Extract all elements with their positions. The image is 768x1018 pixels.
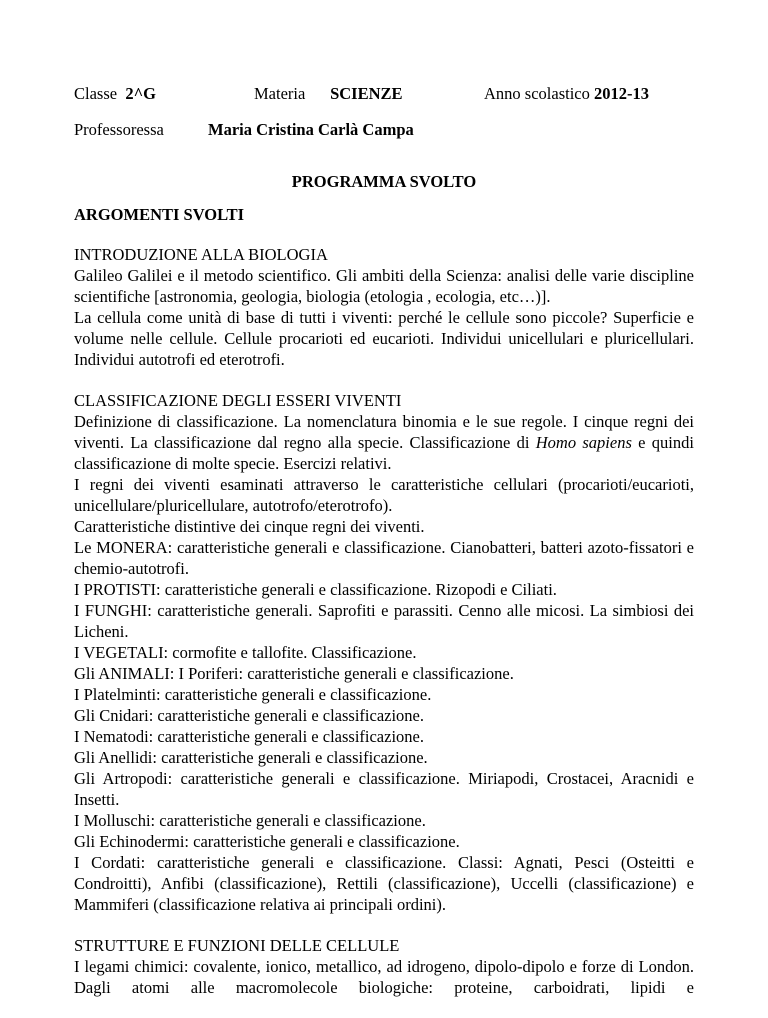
paragraph: Gli Anellidi: caratteristiche generali e classificazione.: [74, 748, 428, 767]
species-name: Homo sapiens: [535, 433, 632, 452]
paragraph: I Nematodi: caratteristiche generali e classificazione.: [74, 727, 424, 746]
paragraph: I FUNGHI: caratteristiche generali. Saprofiti e parassiti. Cenno alle micosi. La simbiosi dei Licheni.: [74, 601, 694, 641]
materia-field: [254, 80, 403, 108]
anno-field: [484, 80, 649, 108]
paragraph: I VEGETALI: cormofite e tallofite. Classificazione.: [74, 643, 417, 662]
classe-label: Classe: [74, 84, 118, 103]
section-title: STRUTTURE E FUNZIONI DELLE CELLULE: [74, 936, 400, 955]
header-row-2: [74, 116, 694, 152]
paragraph: Le MONERA: caratteristiche generali e classificazione. Cianobatteri, batteri azoto-fissatori e chemio-autotrofi.: [74, 538, 694, 578]
classe-field: [74, 80, 156, 108]
paragraph: Galileo Galilei e il metodo scientifico. Gli ambiti della Scienza: analisi delle varie discipline scientifiche [astronomia, geologia, biologia (etologia , ecologia, etc…)].: [74, 266, 694, 306]
paragraph: Gli Artropodi: caratteristiche generali e classificazione. Miriapodi, Crostacei, Aracnidi e Insetti.: [74, 769, 694, 809]
paragraph: I Molluschi: caratteristiche generali e classificazione.: [74, 811, 426, 830]
materia-label: Materia: [254, 84, 306, 103]
classe-value: 2^G: [125, 84, 157, 103]
page-title: PROGRAMMA SVOLTO: [291, 172, 477, 191]
paragraph: Gli Cnidari: caratteristiche generali e classificazione.: [74, 706, 425, 725]
paragraph: Caratteristiche distintive dei cinque regni dei viventi.: [74, 517, 425, 536]
materia-value: SCIENZE: [330, 84, 403, 103]
paragraph: I Platelminti: caratteristiche generali e classificazione.: [74, 685, 432, 704]
paragraph: [74, 411, 694, 474]
section-strutture-cellule: [74, 935, 694, 998]
paragraph: I legami chimici: covalente, ionico, metallico, ad idrogeno, dipolo-dipolo e forze di London. Dagli atomi alle macromolecole biologiche: proteine, carboidrati, lipidi e: [74, 957, 694, 997]
paragraph: La cellula come unità di base di tutti i viventi: perché le cellule sono piccole? Superficie e volume nelle cellule. Cellule procarioti ed eucarioti. Individui unicellulari e pluricellulari. Individui autotrofi ed eterotrofi.: [74, 308, 694, 369]
section-classificazione: [74, 390, 694, 915]
paragraph: Gli Echinodermi: caratteristiche generali e classificazione.: [74, 832, 460, 851]
header-row-1: [74, 80, 694, 116]
section-title: INTRODUZIONE ALLA BIOLOGIA: [74, 245, 328, 264]
section-intro-biologia: [74, 244, 694, 370]
paragraph: I Cordati: caratteristiche generali e classificazione. Classi: Agnati, Pesci (Osteitti e Condroitti), Anfibi (classificazione), Rettili (classificazione), Uccelli (classificazione) e Mammiferi (classificazione relativa ai principali ordini).: [74, 853, 694, 914]
paragraph: Gli ANIMALI: I Poriferi: caratteristiche generali e classificazione.: [74, 664, 514, 683]
anno-value: 2012-13: [593, 84, 649, 103]
prof-label: Professoressa: [74, 120, 164, 139]
section-heading: ARGOMENTI SVOLTI: [74, 205, 245, 224]
anno-label: Anno scolastico: [484, 84, 590, 103]
prof-value: Maria Cristina Carlà Campa: [208, 120, 414, 139]
text-run: Definizione di classificazione. La nomenclatura binomia e le sue regole. I cinque regni dei viventi. La classificazione dal regno alla specie. Classificazione di: [74, 412, 694, 452]
document-page: [74, 80, 694, 1018]
section-title: CLASSIFICAZIONE DEGLI ESSERI VIVENTI: [74, 391, 402, 410]
text-run: e quindi classificazione di molte specie. Esercizi relativi.: [74, 433, 694, 473]
paragraph: I regni dei viventi esaminati attraverso le caratteristiche cellulari (procarioti/eucarioti, unicellulare/pluricellulare, autotrofo/eterotrofo).: [74, 475, 694, 515]
paragraph: I PROTISTI: caratteristiche generali e classificazione. Rizopodi e Ciliati.: [74, 580, 557, 599]
